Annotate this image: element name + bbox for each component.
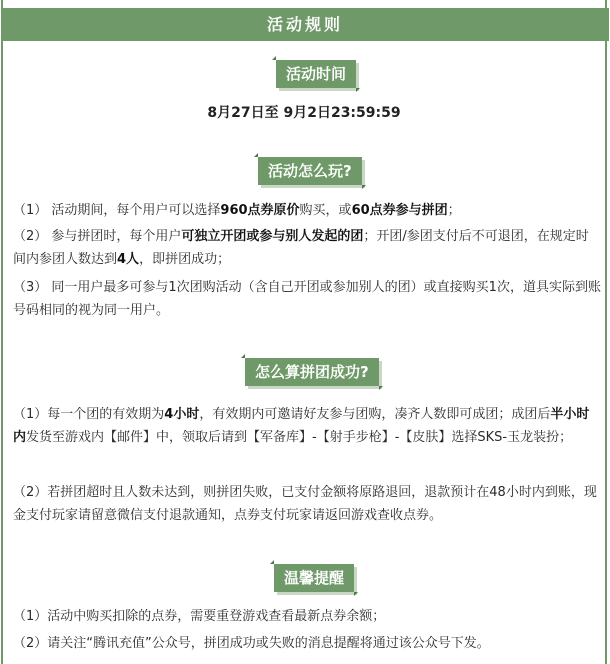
rules-panel [1, 0, 607, 664]
section-badge-tips [274, 564, 354, 592]
tips-rule-1: （1）活动中购买扣除的点券，需要重登游戏查看最新点券余额； [13, 609, 386, 624]
section-badge-time [276, 60, 356, 88]
section-badge-success [245, 358, 379, 386]
section-title-play: 活动怎么玩? [268, 162, 352, 180]
success-rule-1: （1）每一个团的有效期为4小时，有效期内可邀请好友参与团购，凑齐人数即可成团；成团后半小时内发货至游戏内【邮件】中，领取后请到【军备库】-【射手步枪】-【皮肤】选择SKS-玉龙装扮； [13, 407, 590, 445]
rules-header [1, 8, 609, 41]
section-title-time: 活动时间 [286, 65, 347, 83]
success-rule-2: （2）若拼团超时且人数未达到，则拼团失败，已支付金额将原路退回，退款预计在48小时内到账，现金支付玩家请留意微信支付退款通知，点券支付玩家请返回游戏查收点券。 [13, 485, 597, 523]
section-badge-play [258, 157, 362, 185]
activity-date: 8月27日至 9月2日23:59:59 [207, 105, 401, 121]
play-rule-1: （1） 活动期间，每个用户可以选择960点券原价购买，或60点券参与拼团； [13, 203, 461, 218]
play-rule-3: （3） 同一用户最多可参与1次团购活动（含自己开团或参加别人的团）或直接购买1次，道具实际到账号码相同的视为同一用户。 [13, 280, 601, 318]
section-title-tips: 温馨提醒 [284, 569, 345, 587]
tips-rule-2: （2）请关注“腾讯充值”公众号，拼团成功或失败的消息提醒将通过该公众号下发。 [13, 636, 490, 651]
section-title-success: 怎么算拼团成功? [255, 363, 369, 381]
rules-title: 活动规则 [266, 15, 343, 34]
play-rule-2: （2） 参与拼团时，每个用户可独立开团或参与别人发起的团；开团/参团支付后不可退团，在规定时间内参团人数达到4人，即拼团成功； [13, 229, 589, 267]
